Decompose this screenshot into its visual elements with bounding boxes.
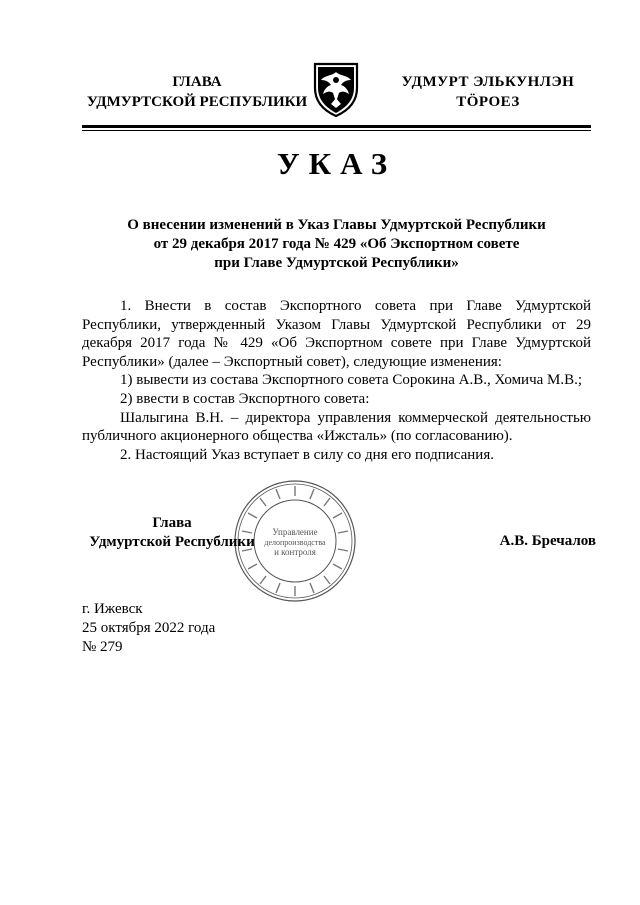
header-right — [388, 72, 588, 112]
header-divider-thick — [82, 125, 591, 128]
header-right-line1: УДМУРТ ЭЛЬКУНЛЭН — [401, 74, 575, 90]
document-subject — [82, 216, 591, 273]
footer-city: г. Ижевск — [82, 601, 143, 617]
paragraph-1-item-2: 2) ввести в состав Экспортного совета: — [120, 390, 370, 407]
header-right-line2: ТӦРОЕЗ — [456, 94, 520, 110]
signatory-name: А.В. Бречалов — [499, 533, 596, 549]
coat-of-arms-icon — [311, 58, 361, 118]
subject-line: при Главе Удмуртской Республики» — [214, 255, 459, 271]
signatory-title — [82, 514, 262, 552]
document-title: УКАЗ — [276, 146, 397, 181]
document-footer — [82, 600, 282, 657]
signatory-title-line1: Глава — [152, 515, 192, 531]
paragraph-appointee: Шалыгина В.Н. – директора управления коммерческой деятельностью публичного акционерного общества «Ижсталь» (по согласованию). — [82, 409, 591, 445]
header-left — [78, 72, 316, 112]
stamp-line: Управление — [272, 527, 318, 537]
footer-number: № 279 — [82, 639, 123, 655]
paragraph-1-item-1: 1) вывести из состава Экспортного совета Сорокина А.В., Хомича М.В.; — [120, 372, 583, 389]
stamp-line: делопроизводства — [264, 538, 326, 547]
paragraph-1: 1. Внести в состав Экспортного совета при Главе Удмуртской Республики, утвержденный Указом Главы Удмуртской Республики от 29 декабря 2017 года № 429 «Об Экспортном совете при Главе Удмуртской Республики» (далее – Экспортный совет), следующие изменения: — [82, 298, 591, 370]
header-left-line2: УДМУРТСКОЙ РЕСПУБЛИКИ — [86, 94, 308, 110]
stamp-line: и контроля — [274, 547, 316, 557]
header-left-line1: ГЛАВА — [172, 74, 222, 90]
subject-line: О внесении изменений в Указ Главы Удмуртской Республики — [127, 217, 546, 233]
document-body — [82, 297, 591, 464]
subject-line: от 29 декабря 2017 года № 429 «Об Экспортном совете — [153, 236, 520, 252]
header-divider-thin — [82, 130, 591, 131]
footer-date: 25 октября 2022 года — [82, 620, 216, 636]
signatory-title-line2: Удмуртской Республики — [89, 534, 255, 550]
paragraph-2: 2. Настоящий Указ вступает в силу со дня его подписания. — [120, 446, 494, 463]
